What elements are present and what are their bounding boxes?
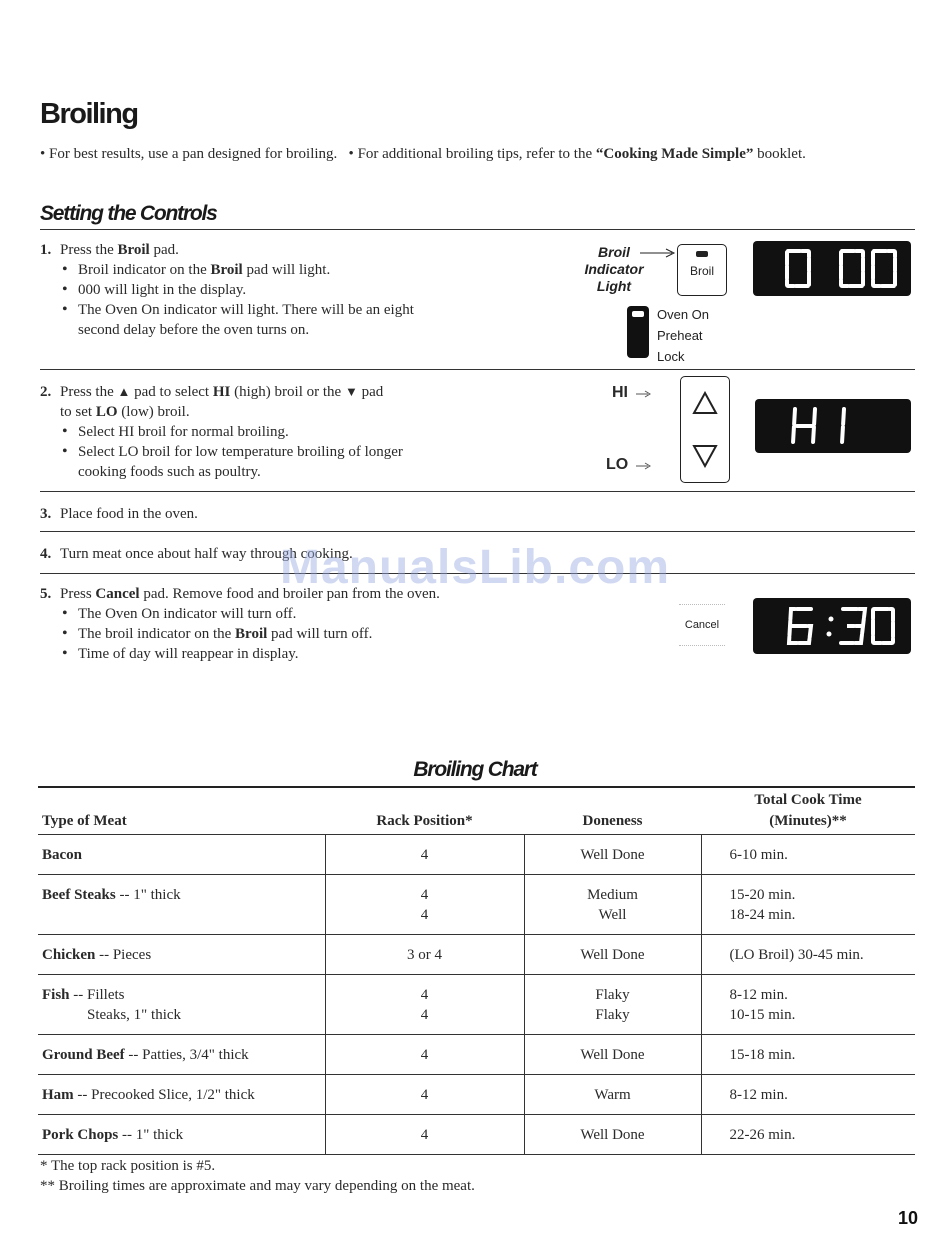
intro-tips [40,146,806,163]
time-cell: 6-10 min. [701,835,915,875]
meat-cell: Pork Chops -- 1" thick [38,1115,325,1155]
time-cell: 22-26 min. [701,1115,915,1155]
list-item: • Time of day will reappear in display. [40,644,600,664]
step-text: Press the [60,242,118,258]
step-1 [40,240,560,340]
step-number: 4. [40,546,52,562]
table-row [38,1035,915,1075]
doneness-cell: Flaky Flaky [524,975,701,1035]
step-divider [40,491,915,492]
display-000 [753,241,911,296]
time-cell: (LO Broil) 30-45 min. [701,935,915,975]
column-header-doneness: Doneness [524,787,701,835]
doneness-cell: Well Done [524,1115,701,1155]
footnote-rack: * The top rack position is #5. [40,1158,216,1174]
step-text: Place food in the oven. [60,506,198,522]
step-5-bullets [40,604,600,664]
step-divider [40,573,915,574]
doneness-cell: Medium Well [524,875,701,935]
letter-i [842,409,844,443]
step-number: 3. [40,506,52,522]
intro-tip-2-post: booklet. [753,146,806,162]
step-number: 1. [40,242,52,258]
column-header-type: Type of Meat [38,787,325,835]
digit-3 [841,609,865,643]
step-divider [40,531,915,532]
time-cell: 15-18 min. [701,1035,915,1075]
display-time [753,598,911,654]
broil-pad-label: Broil [689,264,714,278]
table-row [38,835,915,875]
rack-cell: 4 [325,1035,524,1075]
step-text: pad. [149,242,179,258]
step-1-bullets [40,260,560,340]
footnote-times: ** Broiling times are approximate and may vary depending on the meat. [40,1178,475,1194]
broil-indicator-label: Broil Indicator Light [584,244,644,294]
digit-6 [789,609,811,643]
table-row [38,1075,915,1115]
oven-on-light [632,311,644,317]
lock-label: Lock [657,349,685,364]
table-row [38,975,915,1035]
colon-dot [827,632,832,637]
oven-on-label: Oven On [657,307,710,322]
list-item: • Select LO broil for low temperature broiling of longer cooking foods such as poultry. [40,442,438,482]
intro-tip-1: For best results, use a pan designed for broiling. [49,146,338,162]
list-item: • 000 will light in the display. [40,280,560,300]
step-2: 2. Press the ▲ pad to select HI (high) broil or the ▼ pad to set LO (low) broil. • Select HI broil for normal broiling. • Select LO broil for low temperature broiling of longer cooking foods such as poultry. [40,382,580,482]
meat-cell: Bacon [38,835,325,875]
arrow-right-icon [636,461,652,471]
letter-h [793,409,815,443]
bullet-dot: • [348,146,358,162]
seven-segment-digits [755,399,911,453]
meat-cell: Ham -- Precooked Slice, 1/2" thick [38,1075,325,1115]
seven-segment-digits [753,598,911,654]
arrow-right-icon [636,389,652,399]
triangle-up-icon[interactable] [692,391,718,415]
colon-dot [829,617,834,622]
doneness-cell: Well Done [524,1035,701,1075]
doneness-cell: Well Done [524,935,701,975]
list-item: • The Oven On indicator will light. There will be an eight second delay before the oven turns on. [40,300,438,340]
rack-cell: 4 4 [325,975,524,1035]
up-down-pad [680,376,730,483]
hi-label: HI [612,384,628,401]
preheat-label: Preheat [657,328,703,343]
table-header-row [38,787,915,835]
step-5: 5. Press Cancel pad. Remove food and broiler pan from the oven. • The Oven On indicator will turn off. • The broil indicator on the Broil pad will turn off. • Time of day will reappear in display. [40,584,600,664]
bullet-dot: • [40,146,50,162]
rack-cell: 4 4 [325,875,524,935]
section-rule [40,229,915,230]
arrow-right-icon [638,247,678,259]
page-number: 10 [897,1208,918,1228]
display-hi [755,399,911,453]
rack-cell: 3 or 4 [325,935,524,975]
step-2-bullets [40,422,580,482]
meat-cell: Ground Beef -- Patties, 3/4" thick [38,1035,325,1075]
step-text: Turn meat once about half way through cooking. [60,546,353,562]
doneness-cell: Well Done [524,835,701,875]
digit-0 [787,251,809,286]
footnotes [40,1156,475,1196]
table-row [38,935,915,975]
step-3 [40,504,198,524]
digit-0 [873,251,895,286]
status-indicator-panel [627,306,649,358]
digit-0 [841,251,863,286]
status-labels [657,304,709,367]
column-header-rack: Rack Position* [325,787,524,835]
digit-0 [873,609,893,643]
time-cell: 8-12 min. [701,1075,915,1115]
list-item: • The Oven On indicator will turn off. [40,604,600,624]
step-text-bold: Broil [117,242,150,258]
table-row [38,1115,915,1155]
triangle-down-icon[interactable] [692,444,718,468]
cancel-pad[interactable] [679,604,725,646]
seven-segment-digits [753,241,911,296]
rack-cell: 4 [325,835,524,875]
lo-label: LO [606,456,629,473]
chart-title: Broiling Chart [413,758,537,781]
rack-cell: 4 [325,1115,524,1155]
step-number: 2. [40,384,52,400]
meat-cell: Fish -- Fillets Steaks, 1" thick [38,975,325,1035]
meat-cell: Chicken -- Pieces [38,935,325,975]
list-item: • Broil indicator on the Broil pad will light. [40,260,560,280]
list-item: • The broil indicator on the Broil pad will turn off. [40,624,600,644]
column-header-time: Total Cook Time (Minutes)** [701,787,915,835]
page-title: Broiling [40,98,138,130]
intro-tip-2-booklet: “Cooking Made Simple” [595,146,754,162]
watermark: ManualsLib.com [279,541,671,594]
intro-tip-2-pre: For additional broiling tips, refer to the [357,146,596,162]
time-cell: 15-20 min. 18-24 min. [701,875,915,935]
section-title: Setting the Controls [40,202,217,225]
broiling-chart-table [38,786,915,1155]
list-item: • Select HI broil for normal broiling. [40,422,580,442]
step-number: 5. [40,586,52,602]
step-divider [40,369,915,370]
broil-indicator-light [696,251,708,257]
table-row [38,875,915,935]
broil-pad[interactable] [677,244,727,296]
doneness-cell: Warm [524,1075,701,1115]
rack-cell: 4 [325,1075,524,1115]
cancel-pad-label: Cancel [684,619,720,631]
meat-cell: Beef Steaks -- 1" thick [38,875,325,935]
time-cell: 8-12 min. 10-15 min. [701,975,915,1035]
step-4 [40,544,353,564]
